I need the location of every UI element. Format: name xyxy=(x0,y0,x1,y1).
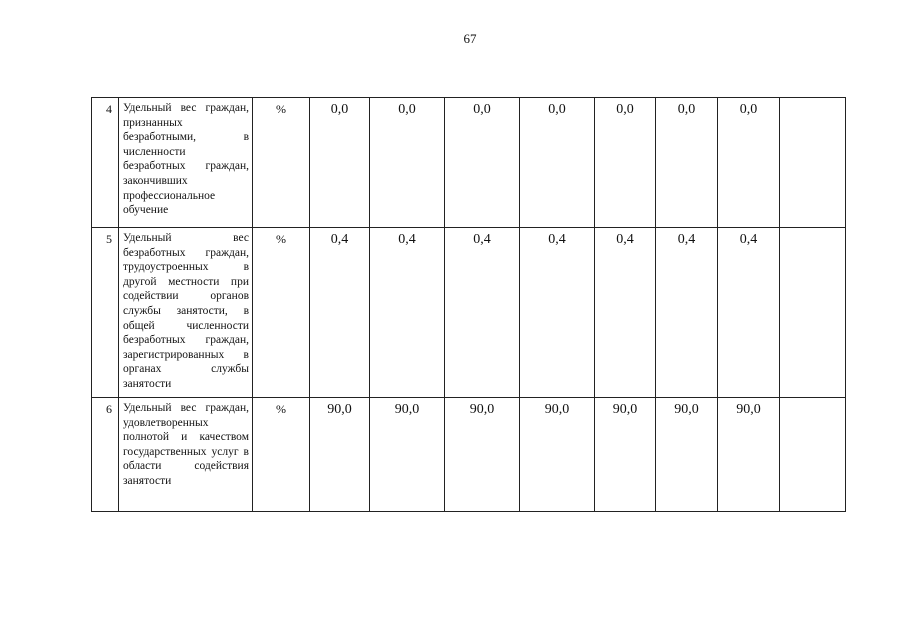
value-cell: 90,0 xyxy=(310,398,370,512)
value-cell: 0,0 xyxy=(718,98,780,228)
indicator-description xyxy=(119,228,253,398)
table-row xyxy=(92,98,846,228)
value-cell: 0,4 xyxy=(520,228,595,398)
row-number: 6 xyxy=(92,398,119,512)
empty-cell xyxy=(780,98,846,228)
unit-cell: % xyxy=(253,398,310,512)
row-number: 5 xyxy=(92,228,119,398)
value-cell: 0,0 xyxy=(445,98,520,228)
value-cell: 90,0 xyxy=(656,398,718,512)
indicator-description xyxy=(119,98,253,228)
indicator-description-text: Удельный вес безработных граждан, трудоустроенных в другой местности при содействии органов службы занятости, в общей численности безработных граждан, зарегистрированных в органах службы занятости xyxy=(123,232,249,390)
indicators-table xyxy=(91,97,846,512)
indicator-description xyxy=(119,398,253,512)
indicator-description-text: Удельный вес граждан, удовлетворенных полнотой и качеством государственных услуг в области содействия занятости xyxy=(123,402,249,487)
value-cell: 0,4 xyxy=(370,228,445,398)
value-cell: 0,0 xyxy=(370,98,445,228)
value-cell: 0,0 xyxy=(310,98,370,228)
value-cell: 0,0 xyxy=(520,98,595,228)
value-cell: 90,0 xyxy=(718,398,780,512)
empty-cell xyxy=(780,228,846,398)
value-cell: 90,0 xyxy=(370,398,445,512)
row-number: 4 xyxy=(92,98,119,228)
empty-cell xyxy=(780,398,846,512)
value-cell: 0,0 xyxy=(595,98,656,228)
indicator-description-text: Удельный вес граждан, признанных безработными, в численности безработных граждан, закончивших профессиональное обучение xyxy=(123,102,249,217)
unit-cell: % xyxy=(253,98,310,228)
unit-cell: % xyxy=(253,228,310,398)
value-cell: 90,0 xyxy=(595,398,656,512)
value-cell: 0,0 xyxy=(656,98,718,228)
value-cell: 0,4 xyxy=(656,228,718,398)
value-cell: 0,4 xyxy=(310,228,370,398)
page-number: 67 xyxy=(463,31,477,46)
value-cell: 90,0 xyxy=(445,398,520,512)
table-row xyxy=(92,398,846,512)
value-cell: 0,4 xyxy=(445,228,520,398)
table-row xyxy=(92,228,846,398)
value-cell: 90,0 xyxy=(520,398,595,512)
value-cell: 0,4 xyxy=(595,228,656,398)
value-cell: 0,4 xyxy=(718,228,780,398)
